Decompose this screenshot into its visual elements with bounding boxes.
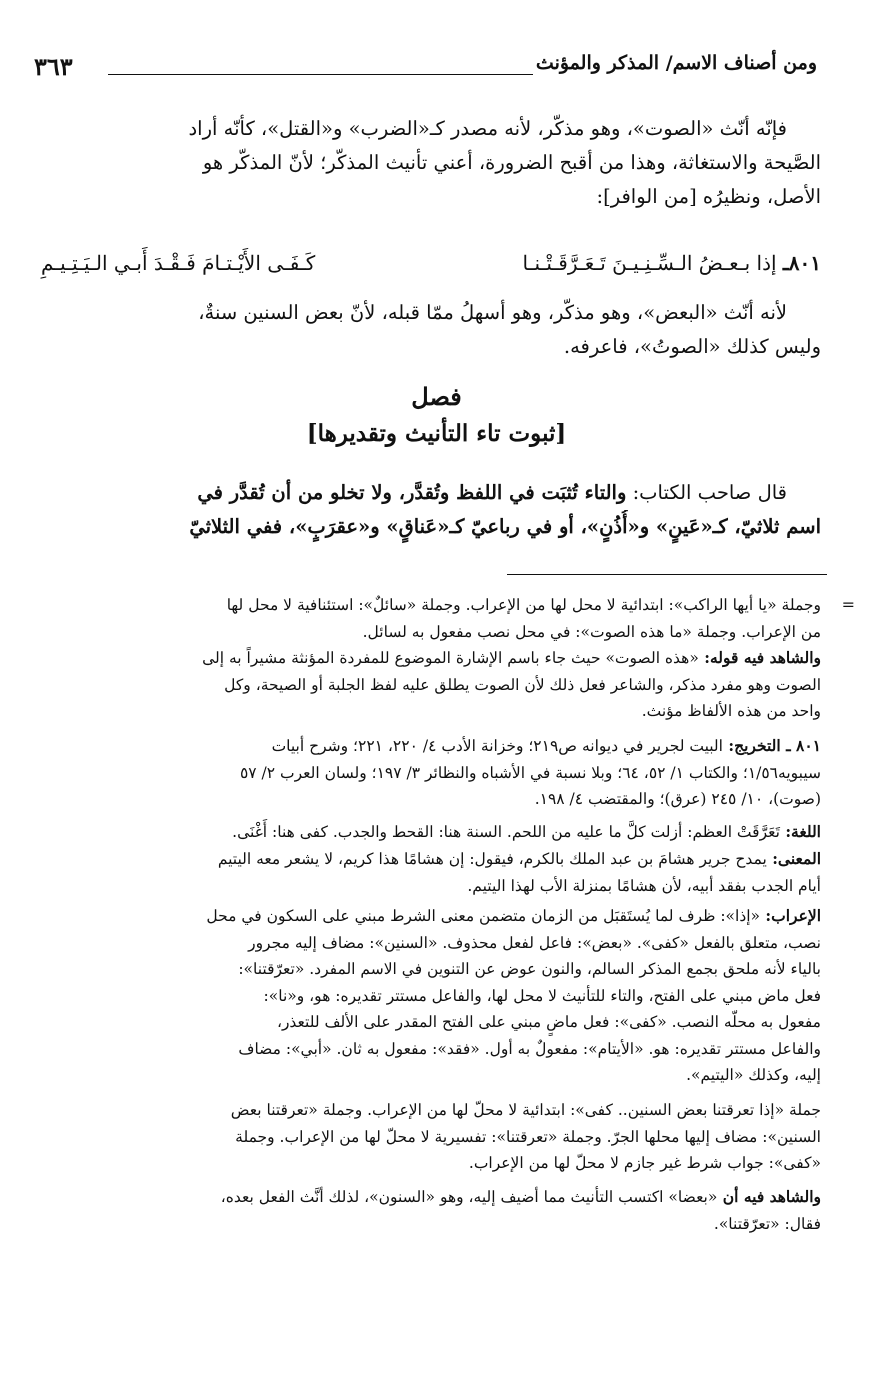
- paragraph-line: الأصل، ونظيرُه [من الوافر]:: [596, 185, 821, 208]
- footnote-line: (صوت)، ١٠/ ٢٤٥ (عرق)؛ والمقتضب ٤/ ١٩٨.: [534, 790, 821, 808]
- paragraph-line: فإنّه أنّث «الصوت»، وهو مذكّر، لأنه مصدر كـ«الضرب» و«القتل»، كأنّه أراد: [188, 117, 787, 140]
- footnote-text: البيت لجرير في ديوانه ص٢١٩؛ وخزانة الأدب ٤/ ٢٢٠، ٢٢١؛ وشرح أبيات: [271, 737, 723, 755]
- footnote-maana: [31, 846, 821, 899]
- footnote-line: إليه، وكذلك «اليتيم».: [686, 1066, 821, 1084]
- footnote-line: بالياء لأنه ملحق بجمع المذكر السالم، والنون عوض عن التنوين في الاسم المفرد. «تعرّقتنا»:: [238, 960, 821, 978]
- footnote-text: «بعضا» اكتسب التأنيث مما أضيف إليه، وهو «السنون»، لذلك أنَّث الفعل بعده،: [220, 1188, 718, 1206]
- footnote-shahid-2: [31, 1184, 821, 1237]
- paragraph-2: [41, 296, 821, 364]
- footnote-line: [31, 645, 821, 672]
- footnote-line: فعل ماض مبني على الفتح، والتاء للتأنيث لا محل لها، والفاعل مستتر تقديره: هو، و«نا»:: [263, 986, 821, 1005]
- takhrij-lead: التخريج:: [722, 736, 781, 755]
- irab-lead: الإعراب:: [760, 906, 821, 925]
- author-quote-intro: قال صاحب الكتاب:: [626, 481, 787, 504]
- footnote-line: الصوت وهو مفرد مذكر، والشاعر فعل ذلك لأن الصوت يطلق عليه لفظ الجلبة أو الصيحة، وكل: [224, 675, 821, 694]
- footnote-line: «كفى»: جواب شرط غير جازم لا محلّ لها من الإعراب.: [468, 1154, 821, 1172]
- paragraph-3: [41, 476, 821, 544]
- paragraph-line: وليس كذلك «الصوتُ»، فاعرفه.: [563, 335, 821, 358]
- footnote-text: «إذا»: ظرف لما يُستَقبَل من الزمان متضمن معنى الشرط مبني على السكون في محل: [206, 907, 761, 925]
- shahid-lead: والشاهد فيه قوله:: [698, 648, 821, 667]
- footnote-line: السنين»: مضاف إليها محلها الجرّ. وجملة «تعرقتنا»: تفسيرية لا محلّ لها من الإعراب. وجملة: [235, 1127, 821, 1146]
- verse-801: [41, 246, 821, 280]
- verse-first-hemistich: إذا بـعـضُ الـسِّـنِـيـنَ تَـعَـرَّقَـتْـنـا: [522, 251, 777, 275]
- footnote-line: [31, 846, 821, 873]
- footnote-text: «هذه الصوت» حيث جاء باسم الإشارة الموضوع للمفردة المؤنثة مشيراً به إلى: [202, 649, 699, 667]
- footnote-rule: [507, 574, 827, 575]
- footnote-line: والفاعل مستتر تقديره: هو. «الأيتام»: مفعولٌ به أول. «فقد»: مفعول به ثان. «أبي»: مضاف: [238, 1039, 821, 1058]
- footnote-number: ٨٠١ ـ: [780, 736, 821, 755]
- footnote-text: يمدح جرير هشامَ بن عبد الملك بالكرم، فيقول: إن هشامًا هذا كريم، لا يشعر معه اليتيم: [217, 850, 767, 868]
- maana-lead: المعنى:: [766, 849, 821, 868]
- page-number: ٣٦٣: [34, 52, 73, 81]
- lugha-lead: اللغة:: [779, 822, 821, 841]
- paragraph-1: [41, 112, 821, 214]
- footnote-line: [31, 903, 821, 930]
- footnote-line: [31, 819, 821, 846]
- footnote-irab: [31, 903, 821, 1089]
- author-quote: والتاء تُثبَت في اللفظ وتُقدَّر، ولا تخلو من أن تُقدَّر في: [197, 481, 627, 504]
- footnote-line: جملة «إذا تعرقتنا بعض السنين.. كفى»: ابتدائية لا محلّ لها من الإعراب. وجملة «تعرقتنا بعض: [230, 1101, 821, 1119]
- footnote-line: مفعول به محلّه النصب. «كفى»: فعل ماضٍ مبني على الفتح المقدر على الألف للتعذر،: [276, 1013, 821, 1031]
- section-subtitle: [ثبوت تاء التأنيث وتقديرها]: [306, 420, 567, 447]
- footnote-line: من الإعراب. وجملة «ما هذه الصوت»: في محل نصب مفعول به لسائل.: [362, 622, 821, 641]
- footnote-continuation: [31, 592, 855, 645]
- footnote-text: تَعَرَّقَتْ العظم: أزلت كلَّ ما عليه من اللحم. السنة هنا: القحط والجدب. كفى هنا: أَغْنَى.: [232, 823, 780, 841]
- footnote-shahid-1: [31, 645, 821, 725]
- footnote-line: فقال: «تعرّقتنا».: [713, 1214, 821, 1233]
- running-title: ومن أصناف الاسم/ المذكر والمؤنث: [535, 52, 817, 74]
- header-rule: [108, 74, 533, 75]
- continuation-mark: =: [841, 595, 855, 614]
- footnote-line: وجملة «يا أيها الراكب»: ابتدائية لا محل لها من الإعراب. وجملة «سائلٌ»: استئنافية لا محل لها: [226, 596, 821, 614]
- footnote-line: سيبويه١/٥٦؛ والكتاب ١/ ٥٢، ٦٤؛ وبلا نسبة في الأشباه والنظائر ٣/ ١٩٧؛ ولسان العرب ٢/ ٥٧: [239, 763, 821, 782]
- verse-second-hemistich: كَـفَـى الأَيْـتـامَ فَـقْـدَ أَبـي الـيَـتِـيـمِ: [41, 251, 316, 275]
- section-title: فصل: [411, 382, 462, 411]
- footnote-line: [31, 1184, 821, 1211]
- footnote-jumal: [31, 1097, 821, 1177]
- footnote-line: [31, 733, 821, 760]
- paragraph-line: الصَّيحة والاستغاثة، وهذا من أقبح الضرورة، أعني تأنيث المذكّر؛ لأنّ المذكّر هو: [202, 151, 821, 174]
- footnote-line: نصب، متعلق بالفعل «كفى». «بعض»: فاعل لفعل محذوف. «السنين»: مضاف إليه مجرور: [248, 933, 821, 952]
- author-quote-continued: اسم ثلاثيّ، كـ«عَينٍ» و«أُذُنٍ»، أو في رباعيّ كـ«عَناقٍ» و«عقرَبٍ»، ففي الثلاثيّ: [189, 515, 821, 538]
- footnote-lugha: [31, 819, 821, 846]
- paragraph-line: [41, 476, 821, 510]
- shahid-lead: والشاهد فيه أن: [717, 1187, 821, 1206]
- footnote-line: واحد من هذه الألفاظ مؤنث.: [641, 702, 821, 720]
- paragraph-line: لأنه أنّث «البعض»، وهو مذكّر، وهو أسهلُ ممّا قبله، لأنّ بعض السنين سنةٌ،: [198, 301, 787, 324]
- verse-number: ٨٠١ـ: [782, 251, 821, 275]
- footnote-line: أيام الجدب بفقد أبيه، لأن هشامًا بمنزلة الأب لهذا اليتيم.: [467, 876, 821, 895]
- footnote-takhrij: [31, 733, 821, 813]
